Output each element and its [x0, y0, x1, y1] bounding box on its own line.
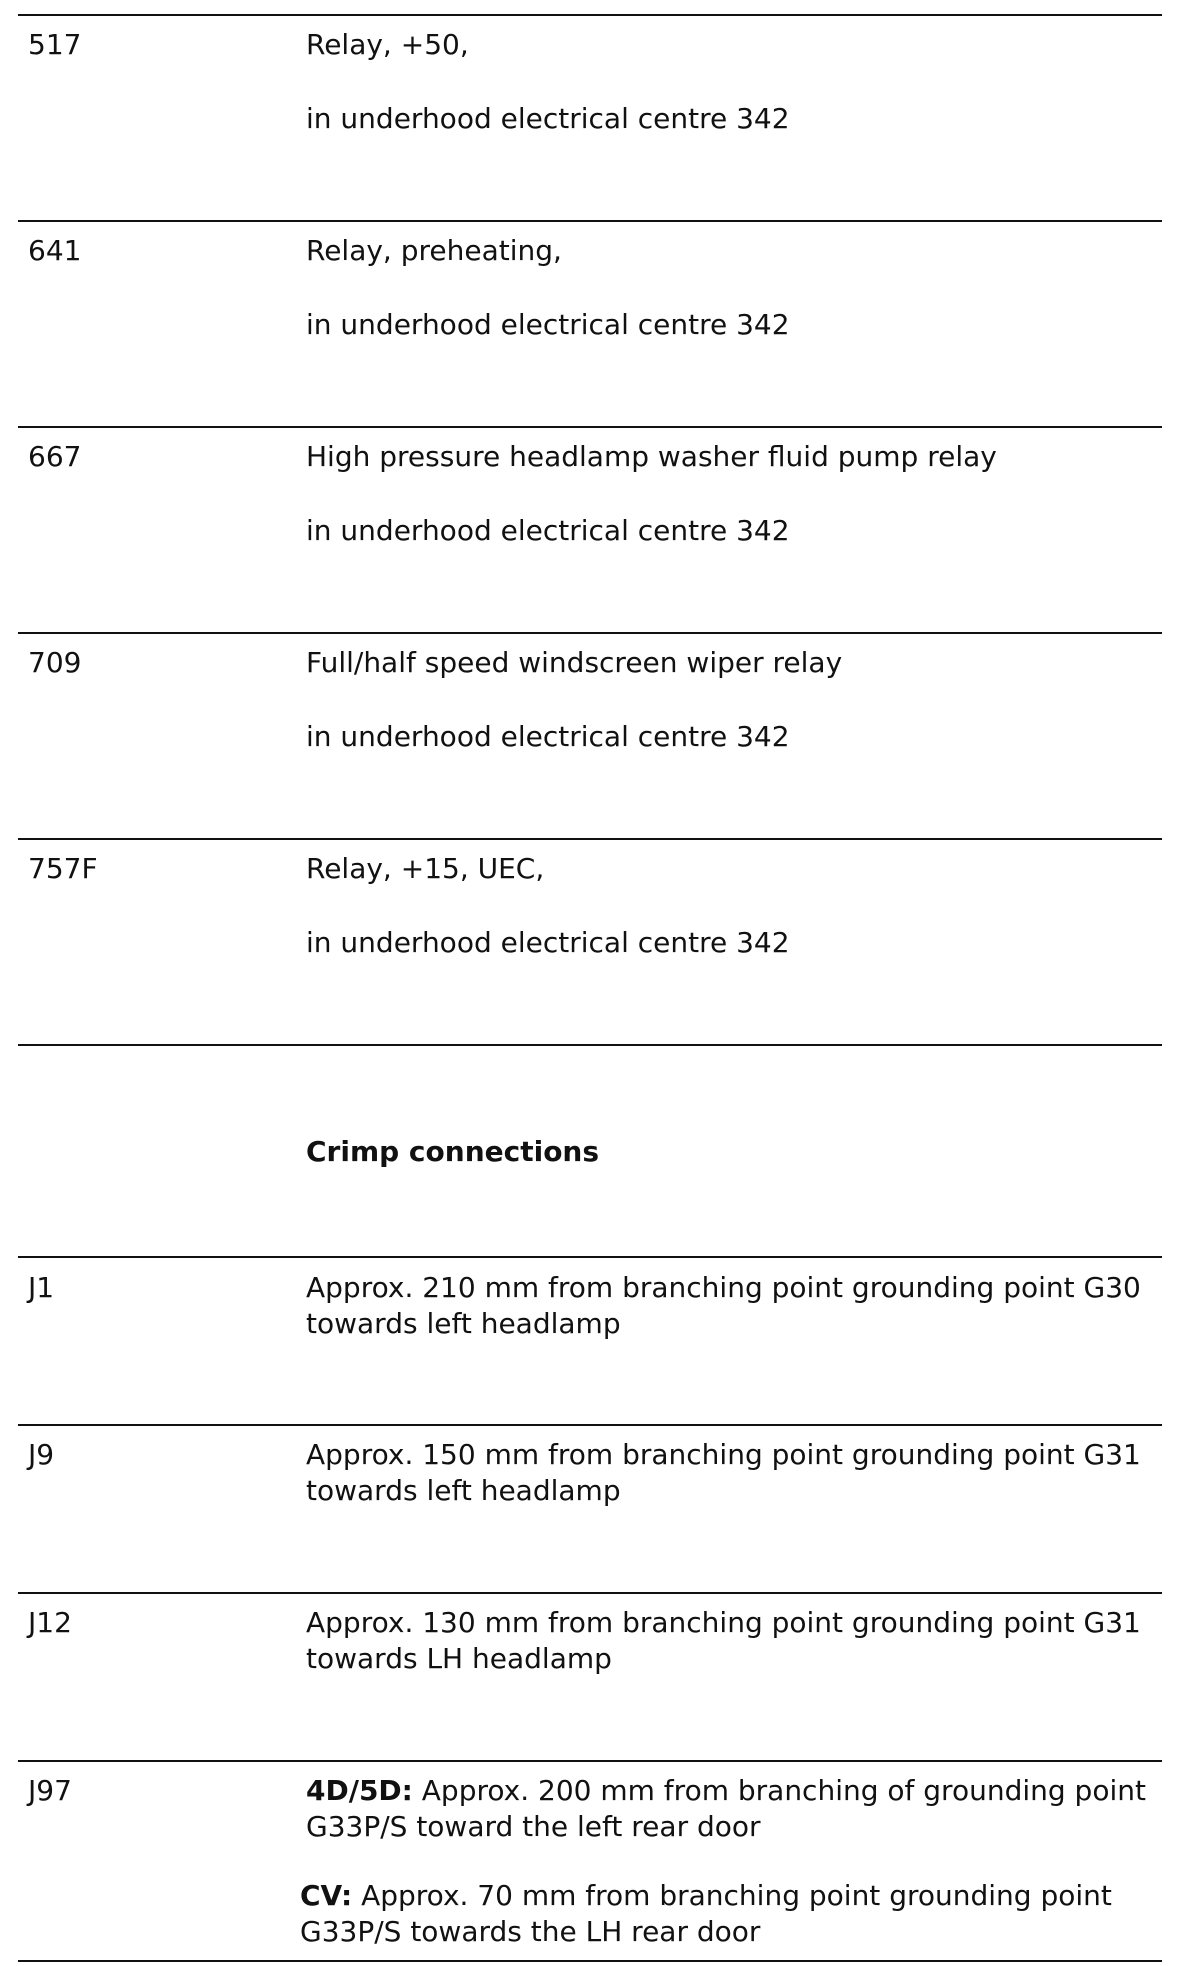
crimp-code: J1 — [28, 1271, 55, 1304]
crimp-description: Approx. 130 mm from branching point grounding point G31 towards LH headlamp — [306, 1606, 1141, 1675]
row-divider — [18, 1256, 1162, 1258]
crimp-code: J12 — [28, 1606, 72, 1639]
row-divider — [18, 1044, 1162, 1046]
variant-text: Approx. 70 mm from branching point grounding point G33P/S towards the LH rear door — [300, 1879, 1112, 1948]
component-code: 641 — [28, 234, 82, 267]
crimp-description — [306, 1773, 1166, 1845]
variant-4d5d — [306, 1773, 1166, 1845]
row-divider — [18, 1760, 1162, 1762]
component-code: 757F — [28, 852, 98, 885]
location-line: in underhood electrical centre 342 — [306, 514, 790, 547]
crimp-code: J97 — [28, 1774, 72, 1807]
component-description — [306, 27, 1166, 137]
row-divider — [18, 838, 1162, 840]
row-divider — [18, 220, 1162, 222]
section-heading: Crimp connections — [306, 1135, 600, 1168]
variant-label: CV: — [300, 1879, 353, 1912]
crimp-description-cv — [300, 1878, 1160, 1950]
component-description — [306, 645, 1166, 755]
row-divider — [18, 14, 1162, 16]
row-divider — [18, 632, 1162, 634]
crimp-description: Approx. 210 mm from branching point grounding point G30 towards left headlamp — [306, 1271, 1141, 1340]
row-divider — [18, 426, 1162, 428]
row-divider — [18, 1592, 1162, 1594]
component-description — [306, 439, 1166, 549]
description-line: Relay, preheating, — [306, 234, 562, 267]
component-description — [306, 851, 1166, 961]
location-line: in underhood electrical centre 342 — [306, 926, 790, 959]
component-code: 667 — [28, 440, 82, 473]
description-line: Relay, +15, UEC, — [306, 852, 545, 885]
row-divider — [18, 1424, 1162, 1426]
variant-cv — [300, 1878, 1160, 1950]
crimp-code: J9 — [28, 1438, 55, 1471]
component-code: 517 — [28, 28, 82, 61]
component-description — [306, 233, 1166, 343]
location-line: in underhood electrical centre 342 — [306, 102, 790, 135]
location-line: in underhood electrical centre 342 — [306, 720, 790, 753]
row-divider — [18, 1960, 1162, 1962]
variant-text: Approx. 200 mm from branching of grounding point G33P/S toward the left rear door — [306, 1774, 1146, 1843]
crimp-description: Approx. 150 mm from branching point grounding point G31 towards left headlamp — [306, 1438, 1141, 1507]
location-line: in underhood electrical centre 342 — [306, 308, 790, 341]
description-line: Relay, +50, — [306, 28, 469, 61]
description-line: High pressure headlamp washer fluid pump relay — [306, 440, 997, 473]
variant-label: 4D/5D: — [306, 1774, 413, 1807]
description-line: Full/half speed windscreen wiper relay — [306, 646, 843, 679]
component-code: 709 — [28, 646, 82, 679]
